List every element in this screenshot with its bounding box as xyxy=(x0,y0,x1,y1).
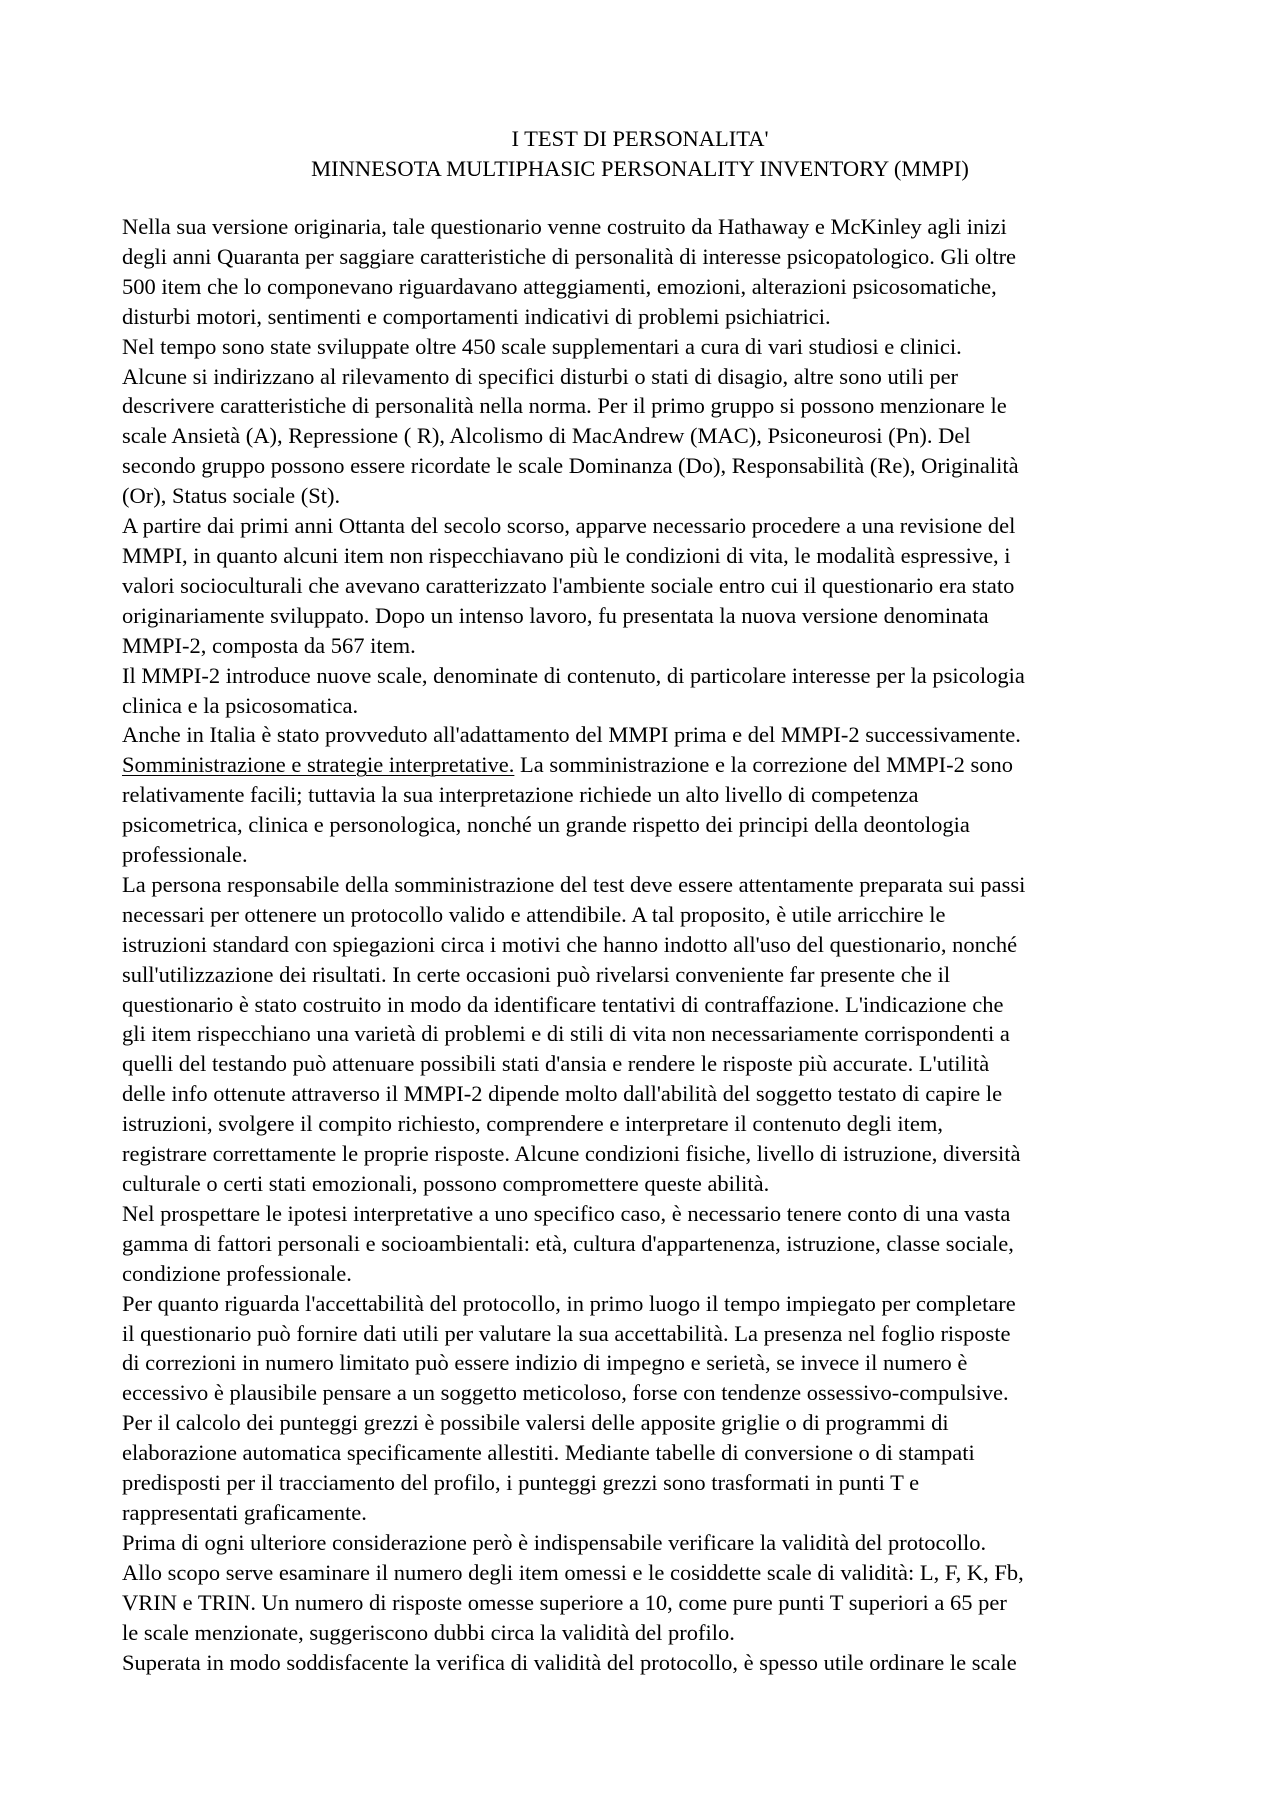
text-line: Il MMPI-2 introduce nuove scale, denominate di contenuto, di particolare interesse per la psicologia xyxy=(122,662,1025,688)
text-line: Superata in modo soddisfacente la verifica di validità del protocollo, è spesso utile ordinare le scale xyxy=(122,1649,1017,1675)
text-line: registrare correttamente le proprie risposte. Alcune condizioni fisiche, livello di istruzione, diversità xyxy=(122,1141,1021,1167)
document-title xyxy=(0,124,1280,184)
text-line: Nel tempo sono state sviluppate oltre 450 scale supplementari a cura di vari studiosi e clinici. xyxy=(122,333,962,359)
text-line: condizione professionale. xyxy=(122,1260,352,1286)
text-line: delle info ottenute attraverso il MMPI-2 dipende molto dall'abilità del soggetto testato di capire le xyxy=(122,1081,1003,1107)
text-line: Prima di ogni ulteriore considerazione però è indispensabile verificare la validità del protocollo. xyxy=(122,1529,987,1555)
text-line: necessari per ottenere un protocollo valido e attendibile. A tal proposito, è utile arricchire le xyxy=(122,901,946,927)
section-heading: Somministrazione e strategie interpretative. xyxy=(122,752,515,778)
text-line: Allo scopo serve esaminare il numero degli item omessi e le cosiddette scale di validità: L, F, K, Fb, xyxy=(122,1559,1024,1585)
text-line: degli anni Quaranta per saggiare caratteristiche di personalità di interesse psicopatologico. Gli oltre xyxy=(122,243,1017,269)
text-line: secondo gruppo possono essere ricordate le scale Dominanza (Do), Responsabilità (Re), Originalità xyxy=(122,453,1019,479)
text-line: disturbi motori, sentimenti e comportamenti indicativi di problemi psichiatrici. xyxy=(122,303,831,329)
text-line: MMPI, in quanto alcuni item non rispecchiavano più le condizioni di vita, le modalità espressive, i xyxy=(122,542,1011,568)
text-line: A partire dai primi anni Ottanta del secolo scorso, apparve necessario procedere a una revisione del xyxy=(122,513,1016,539)
text-line: eccessivo è plausibile pensare a un soggetto meticoloso, forse con tendenze ossessivo-compulsive. xyxy=(122,1380,1009,1406)
text-line: scale Ansietà (A), Repressione ( R), Alcolismo di MacAndrew (MAC), Psiconeurosi (Pn). Del xyxy=(122,423,971,449)
text-line: Nel prospettare le ipotesi interpretative a uno specifico caso, è necessario tenere conto di una vasta xyxy=(122,1200,1011,1226)
text-line: elaborazione automatica specificamente allestiti. Mediante tabelle di conversione o di stampati xyxy=(122,1440,975,1466)
text-line: predisposti per il tracciamento del profilo, i punteggi grezzi sono trasformati in punti T e xyxy=(122,1470,920,1496)
text-line: istruzioni, svolgere il compito richiesto, comprendere e interpretare il contenuto degli item, xyxy=(122,1111,943,1137)
text-line: sull'utilizzazione dei risultati. In certe occasioni può rivelarsi conveniente far presente che il xyxy=(122,961,951,987)
text-line: Per il calcolo dei punteggi grezzi è possibile valersi delle apposite griglie o di programmi di xyxy=(122,1410,949,1436)
text-line: istruzioni standard con spiegazioni circa i motivi che hanno indotto all'uso del questionario, nonché xyxy=(122,931,1018,957)
text-line: VRIN e TRIN. Un numero di risposte omesse superiore a 10, come pure punti T superiori a 65 per xyxy=(122,1589,1007,1615)
text-line: professionale. xyxy=(122,842,248,868)
text-line: La persona responsabile della somministrazione del test deve essere attentamente preparata sui passi xyxy=(122,871,1026,897)
text-line: gamma di fattori personali e socioambientali: età, cultura d'appartenenza, istruzione, classe sociale, xyxy=(122,1230,1014,1256)
text-line: psicometrica, clinica e personologica, nonché un grande rispetto dei principi della deontologia xyxy=(122,812,970,838)
title-line: I TEST DI PERSONALITA' xyxy=(511,126,769,151)
text-line: Per quanto riguarda l'accettabilità del protocollo, in primo luogo il tempo impiegato per completare xyxy=(122,1290,1016,1316)
text-line: Alcune si indirizzano al rilevamento di specifici disturbi o stati di disagio, altre sono utili per xyxy=(122,363,959,389)
section-heading-line xyxy=(122,750,1167,780)
text-line: le scale menzionate, suggeriscono dubbi circa la validità del profilo. xyxy=(122,1619,735,1645)
text-line: culturale o certi stati emozionali, possono compromettere queste abilità. xyxy=(122,1171,770,1196)
text-line: rappresentati graficamente. xyxy=(122,1499,367,1525)
text-line: (Or), Status sociale (St). xyxy=(122,483,341,509)
text-line: questionario è stato costruito in modo da identificare tentativi di contraffazione. L'indicazione che xyxy=(122,991,1004,1017)
text-line: 500 item che lo componevano riguardavano atteggiamenti, emozioni, alterazioni psicosomatiche, xyxy=(122,273,997,299)
text-line: quelli del testando può attenuare possibili stati d'ansia e rendere le risposte più accurate. L'utilità xyxy=(122,1051,990,1077)
text-line: Anche in Italia è stato provveduto all'adattamento del MMPI prima e del MMPI-2 successivamente. xyxy=(122,722,1021,748)
document-body xyxy=(122,212,1167,1677)
text-line: descrivere caratteristiche di personalità nella norma. Per il primo gruppo si possono menzionare le xyxy=(122,393,1007,419)
section-heading-continuation: La somministrazione e la correzione del MMPI-2 sono xyxy=(514,752,1013,778)
text-line: relativamente facili; tuttavia la sua interpretazione richiede un alto livello di competenza xyxy=(122,782,919,808)
text-line: clinica e la psicosomatica. xyxy=(122,692,359,718)
text-line: Nella sua versione originaria, tale questionario venne costruito da Hathaway e McKinley agli inizi xyxy=(122,214,1007,239)
text-line: originariamente sviluppato. Dopo un intenso lavoro, fu presentata la nuova versione denominata xyxy=(122,602,989,628)
text-line: gli item rispecchiano una varietà di problemi e di stili di vita non necessariamente corrispondenti a xyxy=(122,1021,1010,1047)
text-line: valori socioculturali che avevano caratterizzato l'ambiente sociale entro cui il questionario era stato xyxy=(122,572,1015,598)
text-line: MMPI-2, composta da 567 item. xyxy=(122,632,416,658)
text-line: il questionario può fornire dati utili per valutare la sua accettabilità. La presenza nel foglio risposte xyxy=(122,1320,1011,1346)
subtitle-line: MINNESOTA MULTIPHASIC PERSONALITY INVENTORY (MMPI) xyxy=(311,156,969,181)
text-line: di correzioni in numero limitato può essere indizio di impegno e serietà, se invece il numero è xyxy=(122,1350,968,1376)
